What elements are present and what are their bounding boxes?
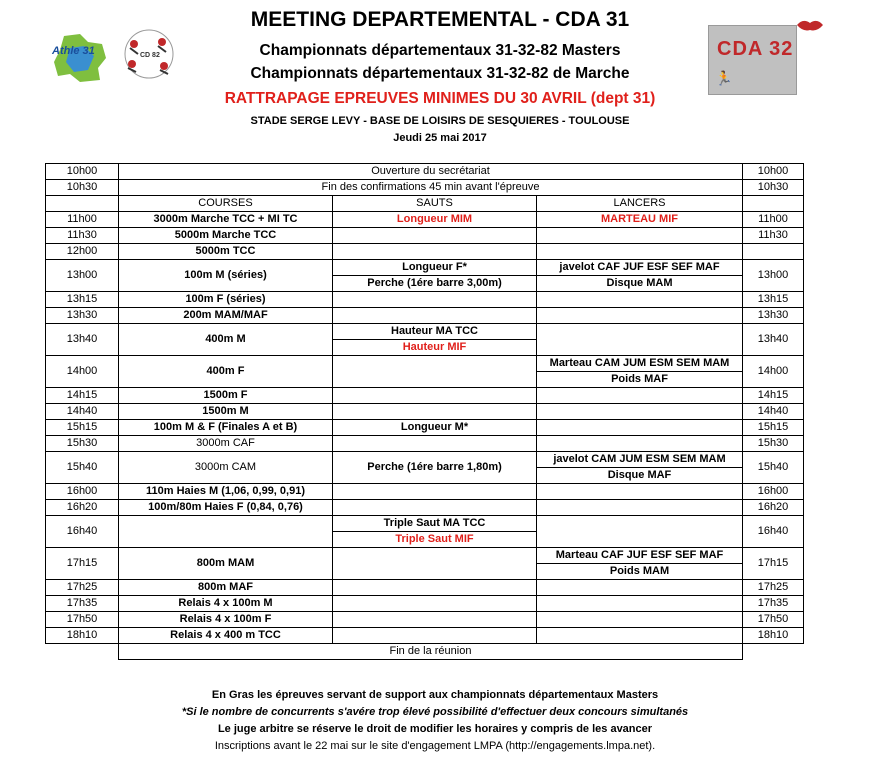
runner-icon: 🏃 — [715, 70, 733, 86]
span-cell: Ouverture du secrétariat — [119, 164, 743, 180]
courses-cell: Relais 4 x 100m M — [119, 596, 333, 612]
lancers-cell — [537, 420, 743, 436]
courses-cell: 100m F (séries) — [119, 292, 333, 308]
courses-cell: 5000m TCC — [119, 244, 333, 260]
table-row — [46, 580, 804, 596]
lips-icon — [795, 18, 825, 32]
lancers-cell: Marteau CAF JUF ESF SEF MAF — [537, 548, 743, 564]
span-cell: Fin de la réunion — [119, 644, 743, 660]
table-row — [46, 404, 804, 420]
lancers-cell: Poids MAF — [537, 372, 743, 388]
time-cell: 17h50 — [46, 612, 119, 628]
lancers-cell: MARTEAU MIF — [537, 212, 743, 228]
cd-logo — [118, 28, 180, 80]
table-row — [46, 228, 804, 244]
courses-cell: 3000m Marche TCC + MI TC — [119, 212, 333, 228]
sauts-cell: Longueur M* — [333, 420, 537, 436]
sauts-cell: Longueur MIM — [333, 212, 537, 228]
time-cell: 14h15 — [46, 388, 119, 404]
time-cell: 15h40 — [743, 452, 804, 484]
lancers-cell: javelot CAF JUF ESF SEF MAF — [537, 260, 743, 276]
time-cell: 16h00 — [743, 484, 804, 500]
time-cell: 13h15 — [743, 292, 804, 308]
sauts-cell: Hauteur MIF — [333, 340, 537, 356]
lancers-cell: Marteau CAM JUM ESM SEM MAM — [537, 356, 743, 372]
time-cell: 14h15 — [743, 388, 804, 404]
sauts-cell: Triple Saut MA TCC — [333, 516, 537, 532]
lancers-cell — [537, 388, 743, 404]
lancers-cell — [537, 628, 743, 644]
lancers-cell — [537, 484, 743, 500]
footer-note-inscriptions: Inscriptions avant le 22 mai sur le site d'engagement LMPA (http://engagements.lmpa.net). — [214, 740, 656, 752]
table-row — [46, 324, 804, 340]
lancers-cell — [537, 516, 743, 548]
span-cell: Fin des confirmations 45 min avant l'épreuve — [119, 180, 743, 196]
venue: STADE SERGE LEVY - BASE DE LOISIRS DE SESQUIERES - TOULOUSE — [250, 115, 630, 127]
table-row — [46, 452, 804, 468]
table-row — [46, 164, 804, 180]
time-cell: 17h15 — [46, 548, 119, 580]
time-cell: 11h00 — [743, 212, 804, 228]
lancers-cell — [537, 308, 743, 324]
time-cell: 11h30 — [743, 228, 804, 244]
lancers-cell: Disque MAM — [537, 276, 743, 292]
time-cell: 12h00 — [46, 244, 119, 260]
sauts-cell — [333, 388, 537, 404]
empty-cell — [743, 196, 804, 212]
sauts-cell: Hauteur MA TCC — [333, 324, 537, 340]
col-header-sauts: SAUTS — [333, 196, 537, 212]
sauts-cell: Triple Saut MIF — [333, 532, 537, 548]
time-cell: 13h30 — [46, 308, 119, 324]
time-cell: 10h00 — [46, 164, 119, 180]
courses-cell: 3000m CAF — [119, 436, 333, 452]
empty-cell — [46, 196, 119, 212]
sauts-cell — [333, 628, 537, 644]
table-row — [46, 420, 804, 436]
courses-cell: 200m MAM/MAF — [119, 308, 333, 324]
time-cell: 13h00 — [46, 260, 119, 292]
courses-cell — [119, 516, 333, 548]
sauts-cell — [333, 308, 537, 324]
time-cell: 15h30 — [743, 436, 804, 452]
sauts-cell — [333, 548, 537, 580]
time-cell: 17h50 — [743, 612, 804, 628]
courses-cell: 1500m M — [119, 404, 333, 420]
time-cell: 10h30 — [743, 180, 804, 196]
time-cell: 10h00 — [743, 164, 804, 180]
time-cell: 16h20 — [743, 500, 804, 516]
time-cell: 16h40 — [46, 516, 119, 548]
footer-note-concours: *Si le nombre de concurrents s'avére trop élevé possibilité d'effectuer deux concours simultanés — [181, 706, 689, 718]
table-row — [46, 292, 804, 308]
time-cell: 17h15 — [743, 548, 804, 580]
event-date: Jeudi 25 mai 2017 — [393, 132, 487, 144]
time-cell: 16h00 — [46, 484, 119, 500]
table-row — [46, 628, 804, 644]
time-cell: 15h15 — [46, 420, 119, 436]
lancers-cell: Poids MAM — [537, 564, 743, 580]
lancers-cell: javelot CAM JUM ESM SEM MAM — [537, 452, 743, 468]
sauts-cell — [333, 612, 537, 628]
courses-cell: 100m/80m Haies F (0,84, 0,76) — [119, 500, 333, 516]
sauts-cell — [333, 244, 537, 260]
time-cell: 14h00 — [46, 356, 119, 388]
courses-cell: 400m M — [119, 324, 333, 356]
lancers-cell: Disque MAF — [537, 468, 743, 484]
time-cell: 16h20 — [46, 500, 119, 516]
table-row — [46, 244, 804, 260]
sauts-cell — [333, 356, 537, 388]
lancers-cell — [537, 612, 743, 628]
subtitle-marche: Championnats départementaux 31-32-82 de Marche — [250, 65, 630, 82]
page-title: MEETING DEPARTEMENTAL - CDA 31 — [250, 8, 630, 31]
time-cell: 17h35 — [46, 596, 119, 612]
sauts-cell: Perche (1ére barre 3,00m) — [333, 276, 537, 292]
courses-cell: Relais 4 x 400 m TCC — [119, 628, 333, 644]
lancers-cell — [537, 228, 743, 244]
time-cell — [743, 244, 804, 260]
lancers-cell — [537, 404, 743, 420]
time-cell: 15h30 — [46, 436, 119, 452]
courses-cell: 800m MAM — [119, 548, 333, 580]
sauts-cell — [333, 228, 537, 244]
sauts-cell: Longueur F* — [333, 260, 537, 276]
table-row — [46, 436, 804, 452]
sauts-cell — [333, 484, 537, 500]
time-cell: 17h25 — [743, 580, 804, 596]
courses-cell: 1500m F — [119, 388, 333, 404]
empty-cell — [743, 644, 804, 660]
table-row — [46, 180, 804, 196]
empty-cell — [46, 644, 119, 660]
table-row — [46, 548, 804, 564]
time-cell: 14h40 — [743, 404, 804, 420]
sauts-cell — [333, 596, 537, 612]
time-cell: 11h30 — [46, 228, 119, 244]
lancers-cell — [537, 580, 743, 596]
courses-cell: Relais 4 x 100m F — [119, 612, 333, 628]
time-cell: 13h40 — [743, 324, 804, 356]
sauts-cell — [333, 436, 537, 452]
time-cell: 13h30 — [743, 308, 804, 324]
cda32-text: CDA 32 — [717, 38, 794, 60]
courses-cell: 400m F — [119, 356, 333, 388]
courses-cell: 5000m Marche TCC — [119, 228, 333, 244]
time-cell: 17h35 — [743, 596, 804, 612]
sauts-cell — [333, 404, 537, 420]
sauts-cell: Perche (1ére barre 1,80m) — [333, 452, 537, 484]
lancers-cell — [537, 244, 743, 260]
time-cell: 18h10 — [46, 628, 119, 644]
table-row — [46, 388, 804, 404]
table-row — [46, 644, 804, 660]
table-row — [46, 612, 804, 628]
courses-cell: 100m M (séries) — [119, 260, 333, 292]
footer-note-masters: En Gras les épreuves servant de support aux championnats départementaux Masters — [211, 689, 659, 701]
table-row — [46, 500, 804, 516]
lancers-cell — [537, 500, 743, 516]
time-cell: 15h40 — [46, 452, 119, 484]
table-header-row — [46, 196, 804, 212]
time-cell: 11h00 — [46, 212, 119, 228]
athle31-logo — [50, 32, 110, 84]
table-row — [46, 212, 804, 228]
schedule-table — [45, 163, 804, 660]
time-cell: 13h00 — [743, 260, 804, 292]
col-header-lancers: LANCERS — [537, 196, 743, 212]
rattrapage-title: RATTRAPAGE EPREUVES MINIMES DU 30 AVRIL (dept 31) — [224, 90, 656, 107]
time-cell: 16h40 — [743, 516, 804, 548]
athle31-text: Athle 31 — [52, 45, 95, 57]
time-cell: 14h00 — [743, 356, 804, 388]
sauts-cell — [333, 580, 537, 596]
courses-cell: 100m M & F (Finales A et B) — [119, 420, 333, 436]
cda32-logo — [708, 25, 797, 95]
table-row — [46, 596, 804, 612]
courses-cell: 800m MAF — [119, 580, 333, 596]
table-row — [46, 484, 804, 500]
cd-text: CD 82 — [140, 52, 160, 59]
time-cell: 13h40 — [46, 324, 119, 356]
lancers-cell — [537, 292, 743, 308]
footer-note-juge: Le juge arbitre se réserve le droit de modifier les horaires y compris de les avancer — [217, 723, 653, 735]
lancers-cell — [537, 436, 743, 452]
lancers-cell — [537, 596, 743, 612]
time-cell: 10h30 — [46, 180, 119, 196]
time-cell: 18h10 — [743, 628, 804, 644]
subtitle-masters: Championnats départementaux 31-32-82 Masters — [259, 42, 621, 59]
time-cell: 13h15 — [46, 292, 119, 308]
time-cell: 17h25 — [46, 580, 119, 596]
table-row — [46, 308, 804, 324]
sauts-cell — [333, 292, 537, 308]
time-cell: 15h15 — [743, 420, 804, 436]
lancers-cell — [537, 324, 743, 356]
table-row — [46, 356, 804, 372]
table-row — [46, 260, 804, 276]
time-cell: 14h40 — [46, 404, 119, 420]
courses-cell: 110m Haies M (1,06, 0,99, 0,91) — [119, 484, 333, 500]
table-row — [46, 516, 804, 532]
courses-cell: 3000m CAM — [119, 452, 333, 484]
col-header-courses: COURSES — [119, 196, 333, 212]
sauts-cell — [333, 500, 537, 516]
